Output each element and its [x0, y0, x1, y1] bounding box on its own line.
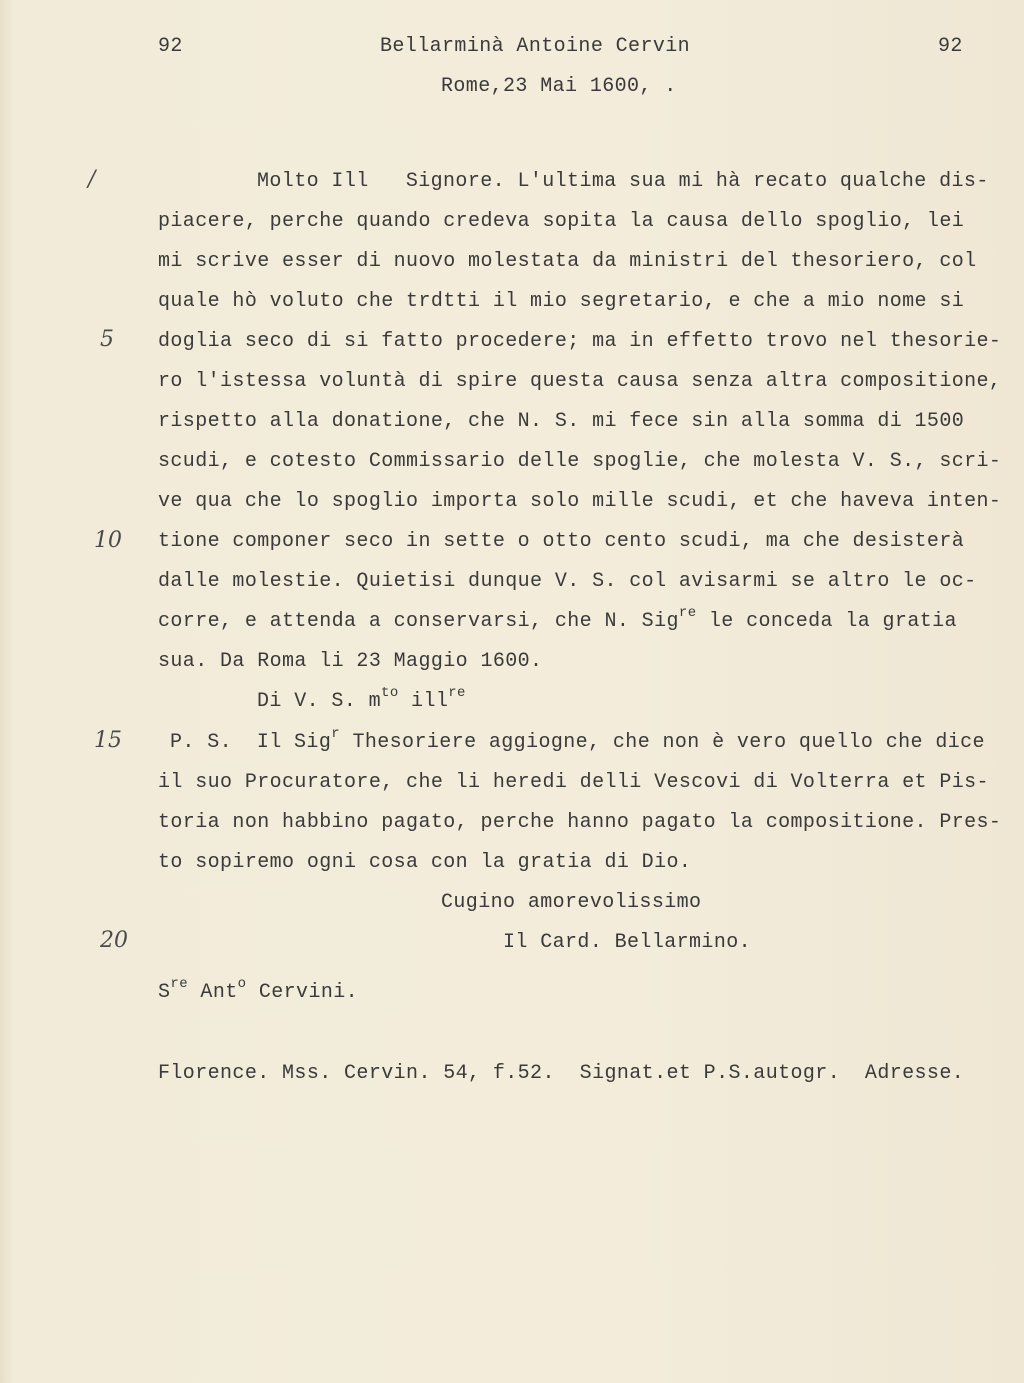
superscript: o	[237, 976, 247, 992]
margin-line-number-15: 15	[94, 728, 122, 753]
margin-line-number-20: 20	[100, 928, 128, 953]
margin-line-number-5: 5	[100, 327, 114, 352]
superscript: to	[381, 685, 399, 701]
margin-line-number-10: 10	[94, 528, 122, 553]
body-line	[158, 605, 957, 634]
superscript: re	[170, 976, 189, 992]
superscript: re	[448, 685, 466, 701]
address-text: Ant	[188, 981, 238, 1004]
body-line: dalle molestie. Quietisi dunque V. S. col avisarmi se altro le oc-	[158, 570, 977, 593]
signature: Il Card. Bellarmino.	[503, 931, 752, 954]
address-text: Cervini.	[246, 981, 359, 1004]
body-line: ro l'istessa voluntà di spire questa causa senza altra compositione,	[158, 370, 1002, 393]
letter-date: Rome,23 Mai 1600, .	[441, 75, 677, 98]
superscript: re	[678, 605, 697, 621]
body-line: scudi, e cotesto Commissario delle spoglie, che molesta V. S., scri-	[158, 450, 1002, 473]
address	[158, 976, 359, 1005]
body-line: ve qua che lo spoglio importa solo mille scudi, et che haveva inten-	[158, 490, 1002, 513]
salutation	[257, 685, 466, 714]
page-number-left: 92	[158, 35, 183, 58]
superscript: r	[331, 726, 341, 742]
margin-line-mark: /	[88, 167, 96, 192]
page-number-right: 92	[938, 35, 963, 58]
salutation-text: Di V. S. m	[257, 690, 382, 713]
body-line-text: corre, e attenda a conservarsi, che N. Sig	[158, 610, 679, 633]
postscript-line: il suo Procuratore, che li heredi delli Vescovi di Volterra et Pis-	[158, 771, 989, 794]
postscript-line	[170, 726, 985, 755]
salutation-text: ill	[398, 690, 449, 713]
postscript-line: toria non habbino pagato, perche hanno pagato la compositione. Pres-	[158, 811, 1002, 834]
address-text: S	[158, 981, 171, 1004]
body-line: doglia seco di si fatto procedere; ma in effetto trovo nel thesorie-	[158, 330, 1002, 353]
postscript-line: to sopiremo ogni cosa con la gratia di Dio.	[158, 851, 692, 874]
postscript-text: P. S. Il Sig	[170, 731, 332, 754]
body-line: Molto Ill Signore. L'ultima sua mi hà recato qualche dis-	[257, 170, 989, 193]
body-line: rispetto alla donatione, che N. S. mi fece sin alla somma di 1500	[158, 410, 965, 433]
body-line: piacere, perche quando credeva sopita la causa dello spoglio, lei	[158, 210, 965, 233]
source-note: Florence. Mss. Cervin. 54, f.52. Signat.et P.S.autogr. Adresse.	[158, 1062, 965, 1085]
body-line: tione componer seco in sette o otto cento scudi, ma che desisterà	[158, 530, 965, 553]
body-line: sua. Da Roma li 23 Maggio 1600.	[158, 650, 543, 673]
closing: Cugino amorevolissimo	[441, 891, 702, 914]
body-line: quale hò voluto che trdtti il mio segretario, e che a mio nome si	[158, 290, 965, 313]
body-line: mi scrive esser di nuovo molestata da ministri del thesoriero, col	[158, 250, 977, 273]
body-line-text: le conceda la gratia	[696, 610, 957, 633]
document-title: Bellarminà Antoine Cervin	[380, 35, 691, 58]
postscript-text: Thesoriere aggiogne, che non è vero quello che dice	[340, 731, 985, 754]
